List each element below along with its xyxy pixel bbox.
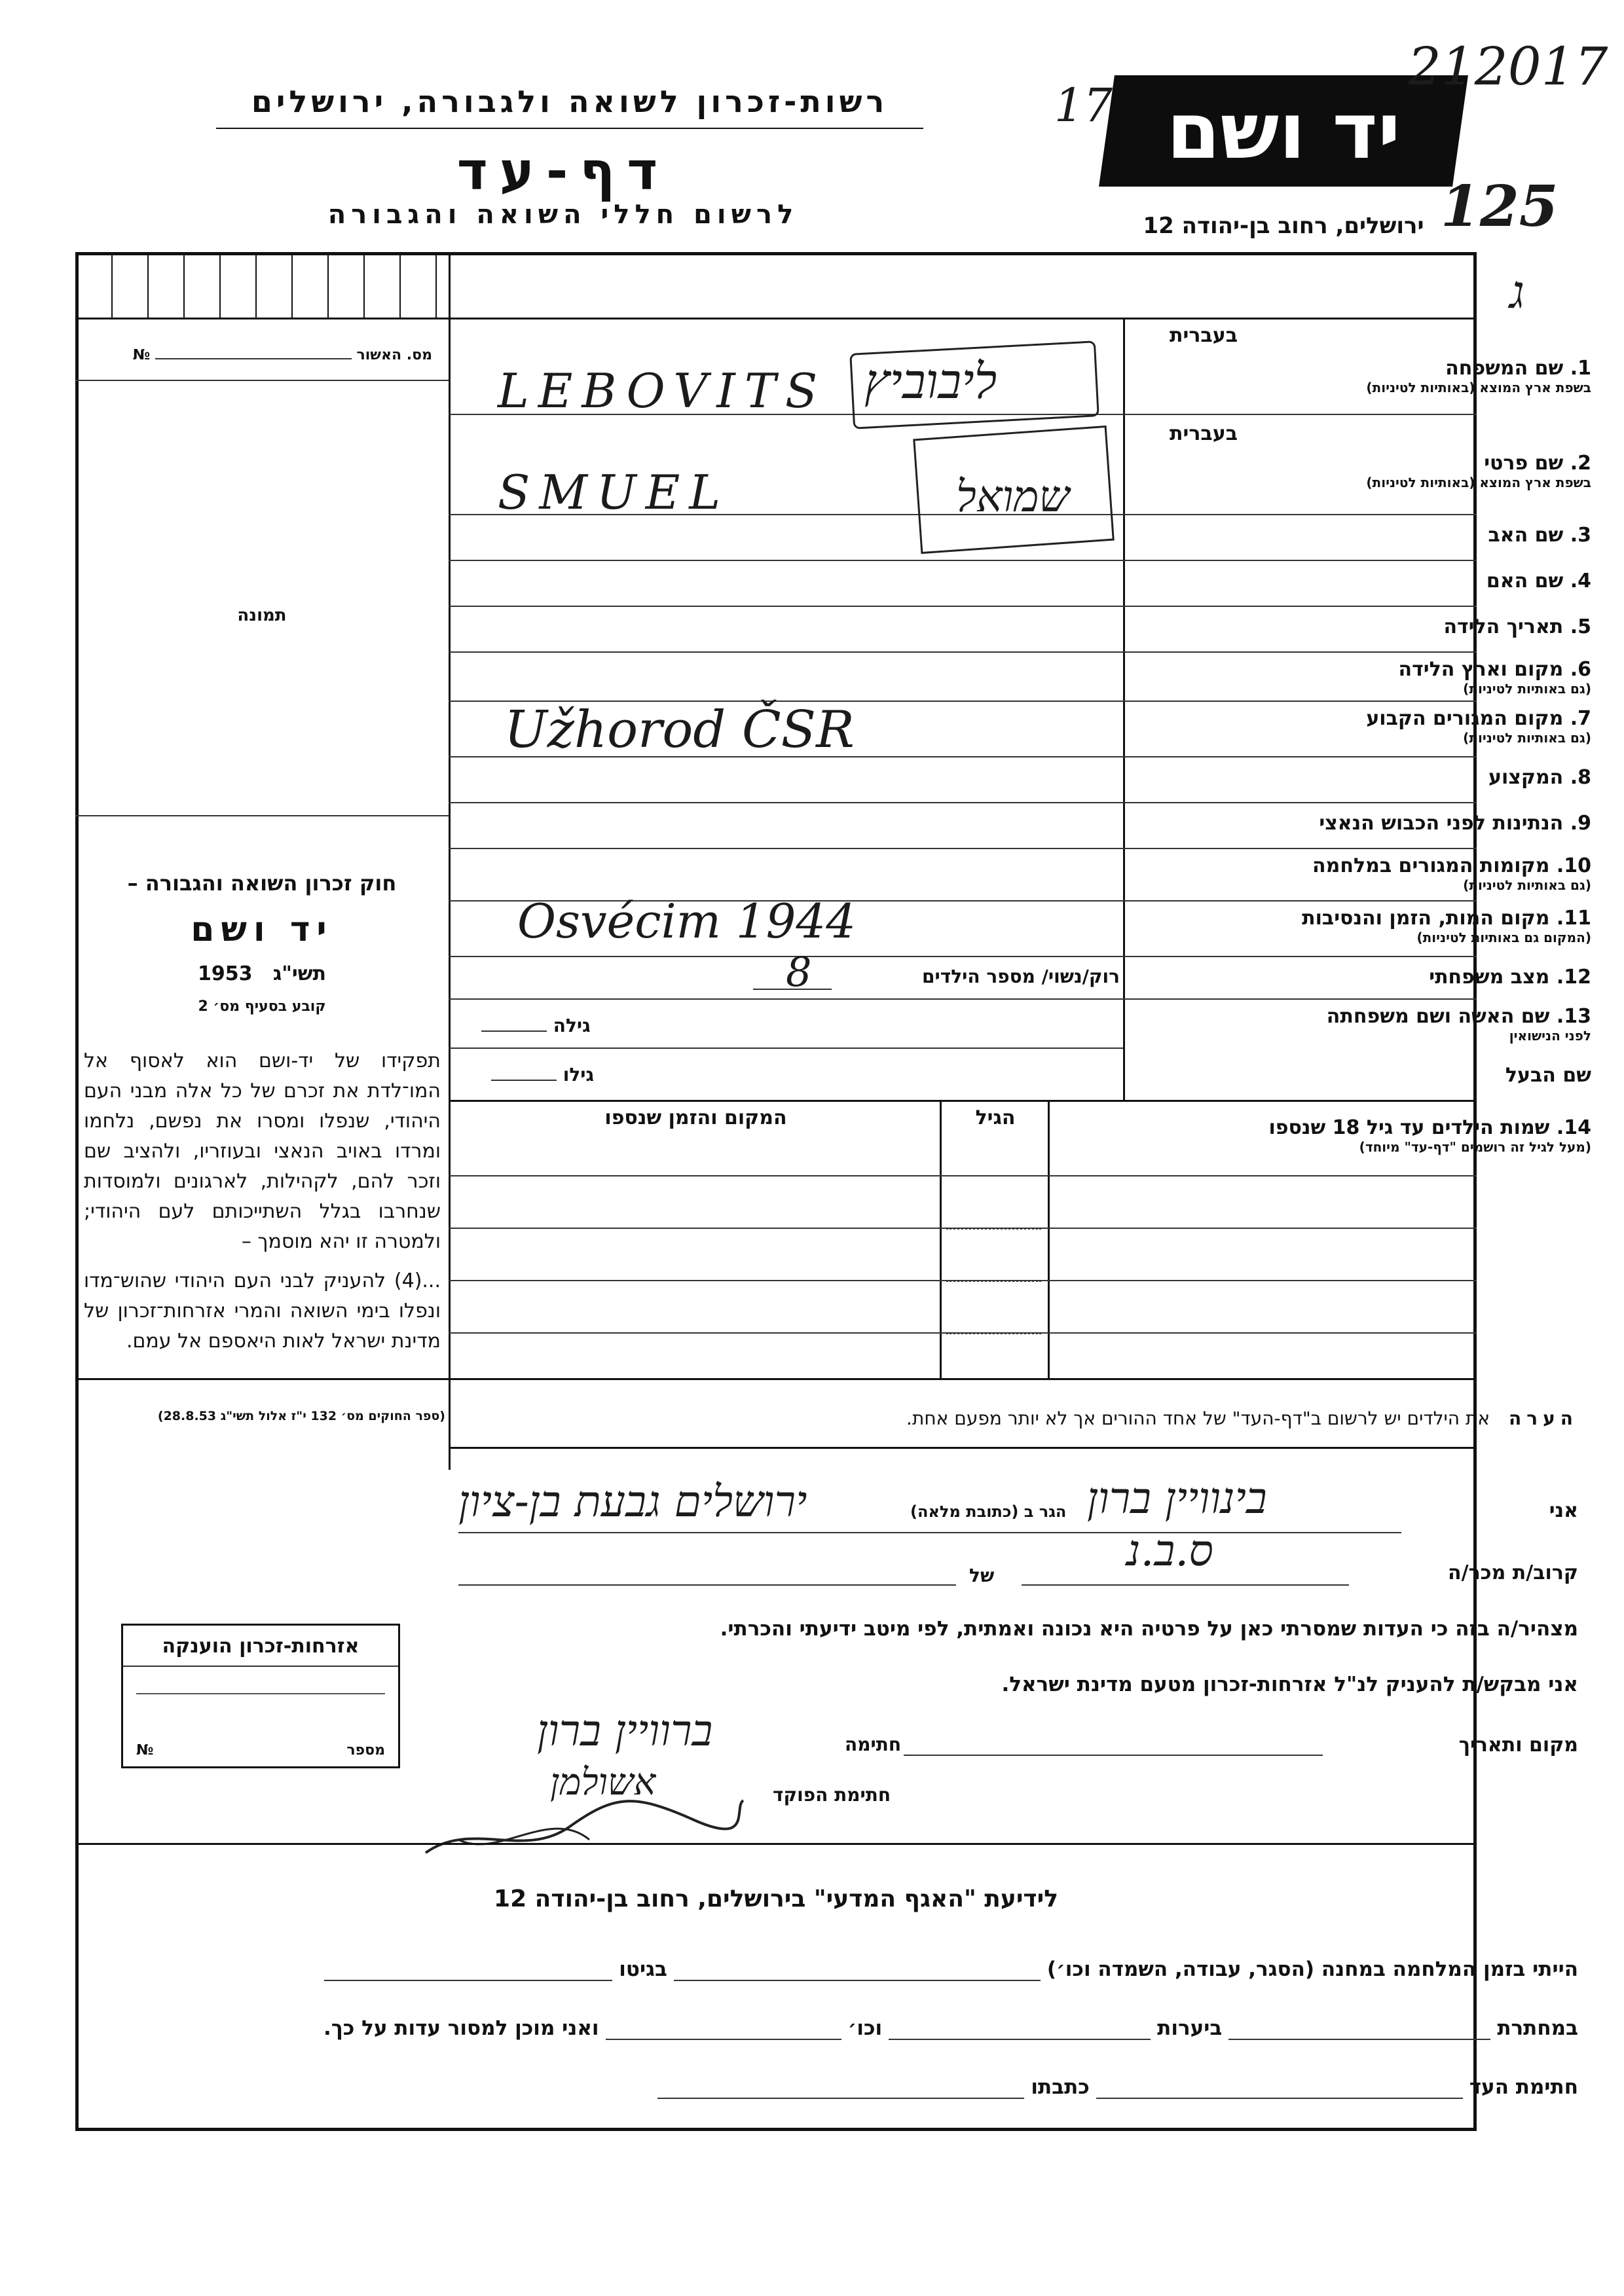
surname-latin: LEBOVITS (498, 363, 827, 418)
officer-signature-scrawl (419, 1781, 747, 1866)
declarant-address: ירושלים גבעת בן-ציון (458, 1476, 807, 1527)
authority-title: רשות-זכרון לשואה ולגבורה, ירושלים (251, 84, 889, 119)
stamp-number: 212017 (1408, 36, 1608, 97)
law-reference: (ספר החוקים מס׳ 132 י"ז אלול תשי"ג 28.8.53) (157, 1409, 445, 1423)
field-9-label: 9. הנתינות לפני הכבוש הנאצי (1319, 812, 1591, 835)
firstname-latin: SMUEL (498, 465, 730, 520)
relation-value: ס.ב.נ (1126, 1525, 1213, 1576)
death-place-value: Osvécim 1944 (517, 894, 857, 949)
declaration-line-1: אני (1549, 1499, 1578, 1522)
footer-line-3: חתימת העד כתבתו (657, 2075, 1578, 2099)
note-row: הערה את הילדים יש לרשום ב"דף-העד" של אחד ההורים אך לא יותר מפעם אחת. (906, 1408, 1578, 1429)
children-count: 8 (786, 948, 812, 996)
form-title: דף-עד (456, 141, 670, 202)
address-label: הגר ב (כתובת מלאה) (910, 1503, 1067, 1521)
husband-age: גילו (491, 1064, 594, 1085)
address: ירושלים, רחוב בן-יהודה 12 (1143, 213, 1424, 239)
field-7-label: 7. מקום המגורים הקבוע (גם באותיות לטיניות) (1366, 707, 1591, 746)
law-title: חוק זכרון השואה והגבורה – (127, 871, 397, 896)
handwritten-letter: ג (1509, 265, 1525, 319)
footer-line-2: במחתרת ביערות וכו׳ ואני מוכן למסור עדות על כך. (323, 2016, 1578, 2040)
surname-hebrew: ליבוביץ (864, 354, 997, 410)
declarant-name: בינוויין ברון (1087, 1473, 1267, 1523)
handwritten-125: 125 (1441, 173, 1559, 240)
officer-signature-label: חתימת הפוקד (773, 1784, 891, 1806)
citizenship-box: אזרחות-זכרון הוענקה מספר № (121, 1624, 400, 1768)
field-1-label: 1. שם המשפחה בשפת ארץ המוצא (באותיות לטיניות) (1366, 357, 1591, 395)
field-10-label: 10. מקומות המגורים במלחמה (גם באותיות לטיניות) (1312, 854, 1591, 893)
husband-label: שם הבעל (1505, 1064, 1591, 1087)
field-13-label: 13. שם האשה ושם משפחתה לפני הנישואין (1326, 1005, 1591, 1044)
approval-number: מס. האשור № (132, 347, 432, 363)
hebrew-label-2: בעברית (1170, 422, 1238, 445)
field-4-label: 4. שם האם (1486, 570, 1591, 592)
officer-signature: אשולמן (550, 1761, 656, 1804)
footer-title: לידיעת "האגף המדעי" בירושלים, רחוב בן-יהודה 12 (494, 1886, 1058, 1912)
signature-value: ברוויין ברון (537, 1705, 713, 1756)
signature-label: חתימה (845, 1734, 902, 1755)
marital-options: רוק/נשוי/ מספר הילדים (922, 966, 1120, 987)
field-14-label: 14. שמות הילדים עד גיל 18 שנספו (מעל לגיל זה רושמים "דף-עד" מיוחד) (1268, 1116, 1591, 1155)
field-3-label: 3. שם האב (1488, 524, 1591, 547)
form-subtitle: לרשום חללי השואה והגבורה (327, 200, 799, 230)
declaration-line-2: קרוב/ת מכר/ה (1448, 1561, 1578, 1584)
declaration-line-3: מצהיר/ה בזה כי העדות שמסרתי כאן על פרטיה היא נכונה ואמתית, לפי מיטב ידיעתי והכרתי. (720, 1617, 1578, 1641)
field-6-label: 6. מקום וארץ הלידה (גם באותיות לטיניות) (1398, 658, 1591, 697)
firstname-hebrew-box (913, 426, 1115, 554)
place-date-label: מקום ותאריך (1458, 1734, 1578, 1757)
law-name: יד ושם (191, 910, 333, 949)
field-8-label: 8. המקצוע (1488, 766, 1591, 789)
declaration-line-4: אני מבקש/ת להעניק לנ"ל אזרחות-זכרון מטעם מדינת ישראל. (1001, 1673, 1578, 1696)
yad-vashem-logo: יד ושם (1099, 75, 1468, 187)
law-clause: קובע בסעיף מס׳ 2 (198, 998, 326, 1015)
firstname-hebrew: שמואל (956, 471, 1070, 522)
wife-age: גילה (481, 1015, 591, 1036)
footer-line-1: הייתי בזמן המלחמה במחנה (הסגר, עבודה, השמדה וכו׳) בגיטו (324, 1958, 1578, 1981)
of-label: של (969, 1565, 995, 1586)
hebrew-label-1: בעברית (1170, 324, 1238, 347)
handwritten-17: 17 (1054, 79, 1113, 132)
law-text: תפקידו של יד-ושם הוא לאסוף אל המו־לדת את זכרם של כל אלה מבני העם היהודי, שנפלו ומסרו את נפשם, נלחמו ומרדו באויב הנאצי ובעוזריו, ולהציב שם וזכר להם, לקהילות, לארגונים ולמוסדות שנחרבו בגלל השתייכותם לעם היהודי; ולמטרה זו יהא מוסמך – ...(4) להעניק לבני העם היהודי שהוש־מדו ונפלו בימי השואה והמרי אזרחות־זכרון של מדינת ישראל לאות היאספם אל עמם. (84, 1049, 441, 1353)
field-2-label: 2. שם פרטי בשפת ארץ המוצא (באותיות לטיניות) (1366, 452, 1591, 490)
field-12-label: 12. מצב משפחתי (1429, 966, 1591, 989)
col-age-header: הגיל (975, 1106, 1016, 1129)
field-5-label: 5. תאריך הלידה (1443, 615, 1591, 638)
residence-value: Užhorod ČSR (504, 701, 855, 759)
law-year: 1953 תשי"ג (198, 962, 326, 985)
surname-hebrew-box (849, 340, 1099, 429)
field-11-label: 11. מקום המות, הזמן והנסיבות (המקום גם באותיות לטיניות) (1302, 907, 1591, 945)
col-place-header: המקום והזמן שנספו (604, 1106, 787, 1129)
photo-label: תמונה (237, 606, 287, 625)
